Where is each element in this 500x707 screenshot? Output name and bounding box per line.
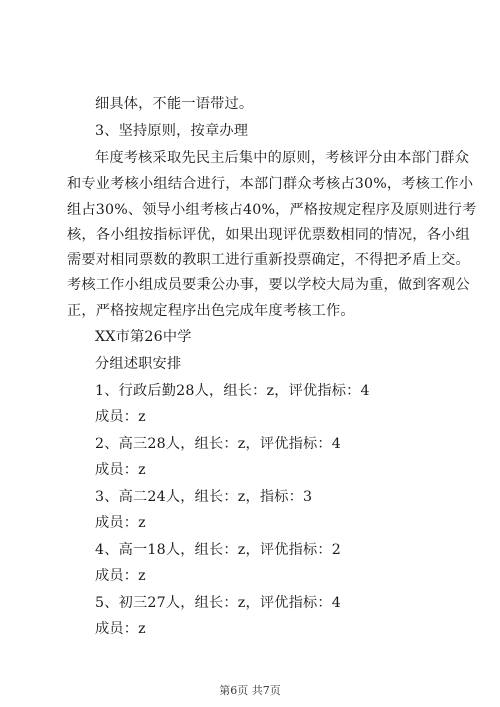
- text-line: 组占30%、领导小组考核占40%，严格按规定程序及原则进行考: [67, 202, 477, 218]
- members-line: 成员：z: [95, 409, 146, 425]
- text-line: 细具体，不能一语带过。: [95, 96, 254, 112]
- group-line: 4、高一18人，组长：z，评优指标：2: [95, 542, 342, 558]
- text-line: 年度考核采取先民主后集中的原则，考核评分由本部门群众: [95, 150, 470, 166]
- text-line: 正，严格按规定程序出色完成年度考核工作。: [67, 303, 355, 319]
- members-line: 成员：z: [95, 462, 146, 478]
- section-heading: 3、坚持原则，按章办理: [95, 123, 249, 139]
- group-line: 3、高二24人，组长：z，指标：3: [95, 489, 313, 505]
- text-line: 需要对相同票数的教职工进行重新投票确定，不得把矛盾上交。: [67, 252, 470, 268]
- text-line: 和专业考核小组结合进行，本部门群众考核占30%，考核工作小: [67, 176, 474, 192]
- group-line: 5、初三27人，组长：z，评优指标：4: [95, 595, 342, 611]
- group-line: 1、行政后勤28人，组长：z，评优指标：4: [95, 383, 370, 399]
- members-line: 成员：z: [95, 621, 146, 637]
- page-number-footer: 第6页 共7页: [219, 684, 281, 697]
- members-line: 成员：z: [95, 515, 146, 531]
- members-line: 成员：z: [95, 568, 146, 584]
- text-line: 核，各小组按指标评优，如果出现评优票数相同的情况，各小组: [67, 227, 470, 243]
- school-name: XX市第26中学: [95, 329, 192, 345]
- text-line: 考核工作小组成员要秉公办事，要以学校大局为重，做到客观公: [67, 277, 470, 293]
- schedule-title: 分组述职安排: [95, 356, 182, 372]
- group-line: 2、高三28人，组长：z，评优指标：4: [95, 436, 342, 452]
